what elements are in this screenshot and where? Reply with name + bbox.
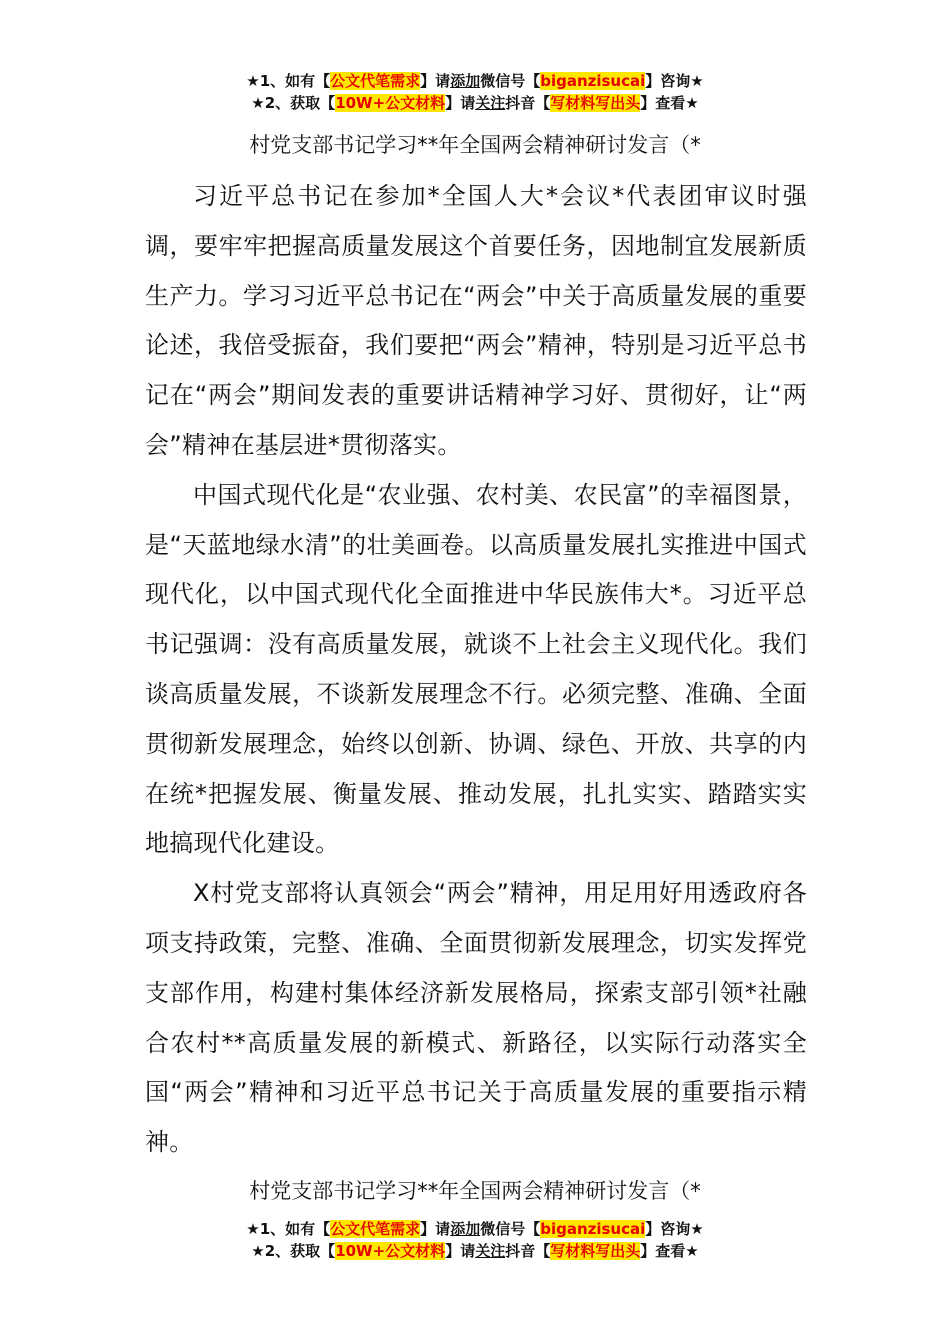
document-title: 村党支部书记学习**年全国两会精神研讨发言（* bbox=[249, 133, 701, 157]
promo-text: 】请 bbox=[420, 1220, 451, 1238]
document-body bbox=[145, 172, 807, 1168]
promo-highlight-douyin: 写材料写出头 bbox=[550, 1242, 641, 1260]
promo-text: ★2、获取【 bbox=[251, 94, 336, 112]
promo-text: 】咨询★ bbox=[645, 72, 704, 90]
promo-highlight-douyin: 写材料写出头 bbox=[550, 94, 641, 112]
promo-line-1 bbox=[0, 1218, 950, 1240]
promo-highlight-wechat: biganzisucai bbox=[540, 72, 646, 90]
promo-footer bbox=[0, 1218, 950, 1262]
promo-text: ★2、获取【 bbox=[251, 1242, 336, 1260]
promo-line-2 bbox=[0, 92, 950, 114]
promo-underline: 添加 bbox=[450, 72, 481, 90]
promo-text: 微信号【 bbox=[480, 1220, 541, 1238]
promo-underline: 添加 bbox=[450, 1220, 481, 1238]
promo-highlight-wechat: biganzisucai bbox=[540, 1220, 646, 1238]
promo-line-2 bbox=[0, 1240, 950, 1262]
promo-text: ★1、如有【 bbox=[246, 1220, 331, 1238]
paragraph: X村党支部将认真领会“两会”精神，用足用好用透政府各项支持政策，完整、准确、全面贯彻新发展理念，切实发挥党支部作用，构建村集体经济新发展格局，探索支部引领*社融合农村**高质量发展的新模式、新路径，以实际行动落实全国“两会”精神和习近平总书记关于高质量发展的重要指示精神。 bbox=[145, 879, 807, 1157]
promo-text: 抖音【 bbox=[505, 1242, 551, 1260]
promo-text: 抖音【 bbox=[505, 94, 551, 112]
promo-text: ★1、如有【 bbox=[246, 72, 331, 90]
paragraph: 中国式现代化是“农业强、农村美、农民富”的幸福图景，是“天蓝地绿水清”的壮美画卷。以高质量发展扎实推进中国式现代化，以中国式现代化全面推进中华民族伟大*。习近平总书记强调：没有高质量发展，就谈不上社会主义现代化。我们谈高质量发展，不谈新发展理念不行。必须完整、准确、全面贯彻新发展理念，始终以创新、协调、绿色、开放、共享的内在统*把握发展、衡量发展、推动发展，扎扎实实、踏踏实实地搞现代化建设。 bbox=[145, 480, 807, 858]
promo-text: 】请 bbox=[420, 72, 451, 90]
promo-underline: 关注 bbox=[475, 1242, 506, 1260]
promo-header bbox=[0, 70, 950, 114]
promo-highlight: 10W+公文材料 bbox=[335, 94, 446, 112]
promo-text: 】咨询★ bbox=[645, 1220, 704, 1238]
promo-text: 】查看★ bbox=[640, 94, 699, 112]
promo-highlight: 公文代笔需求 bbox=[330, 72, 421, 90]
promo-highlight: 10W+公文材料 bbox=[335, 1242, 446, 1260]
promo-text: 】请 bbox=[445, 94, 476, 112]
promo-underline: 关注 bbox=[475, 94, 506, 112]
promo-text: 微信号【 bbox=[480, 72, 541, 90]
paragraph: 习近平总书记在参加*全国人大*会议*代表团审议时强调，要牢牢把握高质量发展这个首要任务，因地制宜发展新质生产力。学习习近平总书记在“两会”中关于高质量发展的重要论述，我倍受振奋，我们要把“两会”精神，特别是习近平总书记在“两会”期间发表的重要讲话精神学习好、贯彻好，让“两会”精神在基层进*贯彻落实。 bbox=[145, 182, 807, 459]
promo-line-1 bbox=[0, 70, 950, 92]
document-title-footer: 村党支部书记学习**年全国两会精神研讨发言（* bbox=[249, 1179, 701, 1203]
promo-highlight: 公文代笔需求 bbox=[330, 1220, 421, 1238]
promo-text: 】请 bbox=[445, 1242, 476, 1260]
promo-text: 】查看★ bbox=[640, 1242, 699, 1260]
